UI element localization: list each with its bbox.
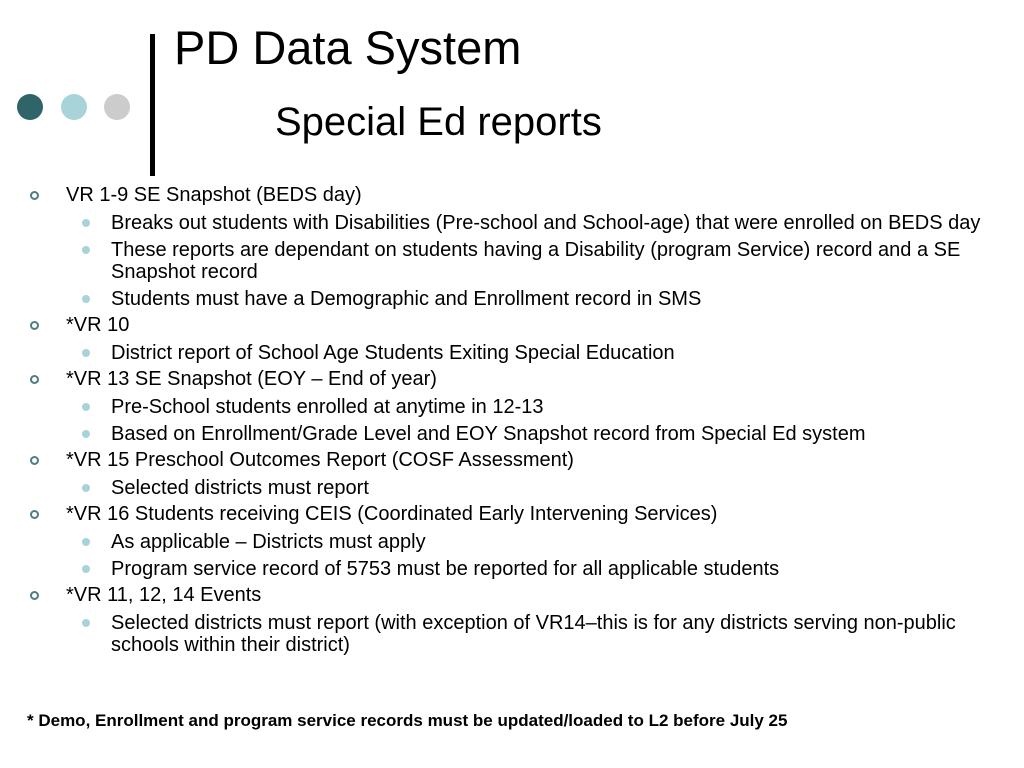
- list-item: [0, 423, 1024, 445]
- dot-bullet-icon: [82, 565, 90, 573]
- list-item: [0, 239, 1024, 283]
- light-teal-dot-icon: [61, 94, 87, 120]
- section-label: *VR 10: [66, 314, 130, 336]
- list-item: [0, 288, 1024, 310]
- dot-bullet-icon: [82, 403, 90, 411]
- title-divider: [150, 34, 155, 176]
- section-vr-11-12-14: [0, 583, 1024, 607]
- dot-bullet-icon: [82, 430, 90, 438]
- list-item: [0, 558, 1024, 580]
- list-item: [0, 531, 1024, 553]
- section-label: *VR 15 Preschool Outcomes Report (COSF Assessment): [66, 449, 574, 471]
- section-label: VR 1-9 SE Snapshot (BEDS day): [66, 184, 362, 206]
- bullet-list: [0, 180, 1024, 656]
- dot-bullet-icon: [82, 538, 90, 546]
- dot-bullet-icon: [82, 219, 90, 227]
- circle-bullet-icon: [30, 321, 39, 330]
- list-item-text: Based on Enrollment/Grade Level and EOY Snapshot record from Special Ed system: [111, 423, 866, 445]
- circle-bullet-icon: [30, 191, 39, 200]
- list-item-text: These reports are dependant on students having a Disability (program Service) record and a SE Snapshot record: [111, 239, 961, 283]
- list-item-text: District report of School Age Students Exiting Special Education: [111, 342, 675, 364]
- section-vr-16: [0, 502, 1024, 526]
- list-item-text: Pre-School students enrolled at anytime in 12-13: [111, 396, 544, 418]
- list-item: [0, 396, 1024, 418]
- section-vr-1-9: [0, 183, 1024, 207]
- footnote: * Demo, Enrollment and program service records must be updated/loaded to L2 before July 25: [27, 711, 788, 730]
- slide-subtitle: Special Ed reports: [275, 100, 602, 144]
- circle-bullet-icon: [30, 375, 39, 384]
- list-item: [0, 477, 1024, 499]
- dot-bullet-icon: [82, 349, 90, 357]
- dot-bullet-icon: [82, 619, 90, 627]
- dot-bullet-icon: [82, 246, 90, 254]
- section-vr-15: [0, 448, 1024, 472]
- list-item-text: Breaks out students with Disabilities (Pre-school and School-age) that were enrolled on BEDS day: [111, 212, 981, 234]
- list-item-text: Selected districts must report (with exception of VR14–this is for any districts serving non-public schools within their district): [111, 612, 956, 656]
- circle-bullet-icon: [30, 510, 39, 519]
- list-item-text: Students must have a Demographic and Enrollment record in SMS: [111, 288, 702, 310]
- list-item: [0, 612, 1024, 656]
- dot-bullet-icon: [82, 484, 90, 492]
- list-item-text: As applicable – Districts must apply: [111, 531, 426, 553]
- section-label: *VR 16 Students receiving CEIS (Coordinated Early Intervening Services): [66, 503, 718, 525]
- decorative-dots: [0, 0, 150, 180]
- list-item-text: Program service record of 5753 must be reported for all applicable students: [111, 558, 780, 580]
- gray-dot-icon: [104, 94, 130, 120]
- slide-title: PD Data System: [174, 21, 522, 74]
- dot-bullet-icon: [82, 295, 90, 303]
- circle-bullet-icon: [30, 456, 39, 465]
- section-label: *VR 13 SE Snapshot (EOY – End of year): [66, 368, 437, 390]
- list-item-text: Selected districts must report: [111, 477, 369, 499]
- section-label: *VR 11, 12, 14 Events: [66, 584, 262, 606]
- list-item: [0, 342, 1024, 364]
- circle-bullet-icon: [30, 591, 39, 600]
- list-item: [0, 212, 1024, 234]
- section-vr-13: [0, 367, 1024, 391]
- dark-teal-dot-icon: [17, 94, 43, 120]
- section-vr-10: [0, 313, 1024, 337]
